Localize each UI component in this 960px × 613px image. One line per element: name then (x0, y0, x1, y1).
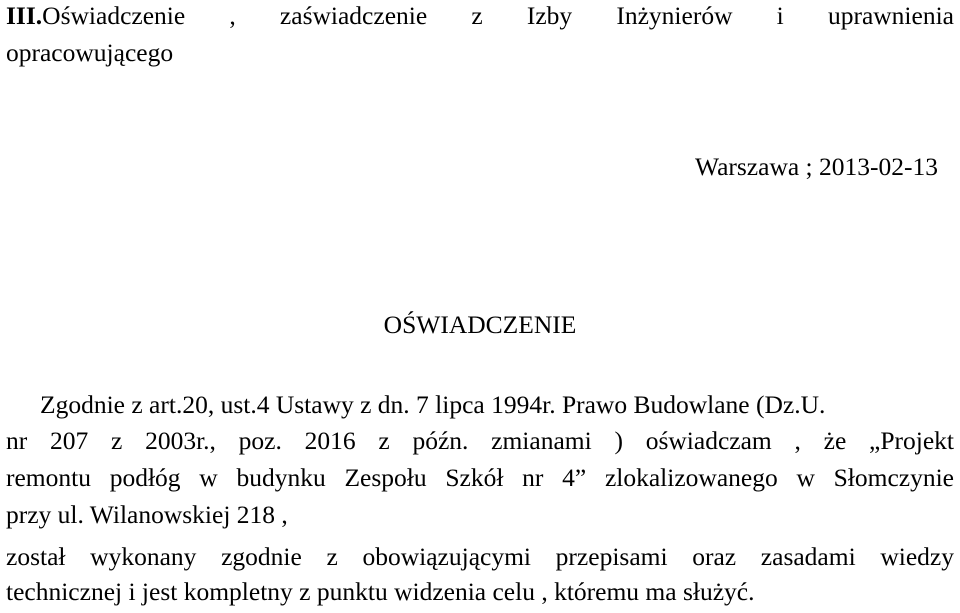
place-and-date: Warszawa ; 2013-02-13 (695, 152, 938, 181)
body-line-1: Zgodnie z art.20, ust.4 Ustawy z dn. 7 lipca 1994r. Prawo Budowlane (Dz.U. (40, 390, 826, 419)
body-line-5: został wykonany zgodnie z obowiązującymi przepisami oraz zasadami wiedzy (6, 542, 954, 571)
section-number: III. (6, 1, 43, 30)
body-line-3: remontu podłóg w budynku Zespołu Szkół nr 4” zlokalizowanego w Słomczynie (6, 463, 954, 492)
section-heading-text: Oświadczenie , zaświadczenie z Izby Inżynierów i uprawnienia (42, 1, 954, 30)
section-heading-continuation: opracowującego (6, 38, 174, 67)
body-line-4: przy ul. Wilanowskiej 218 , (6, 500, 288, 529)
document-title: OŚWIADCZENIE (383, 310, 577, 339)
body-line-2: nr 207 z 2003r., poz. 2016 z późn. zmianami ) oświadczam , że „Projekt (6, 426, 954, 455)
body-line-6: technicznej i jest kompletny z punktu widzenia celu , któremu ma służyć. (6, 577, 755, 606)
section-heading (6, 0, 954, 32)
